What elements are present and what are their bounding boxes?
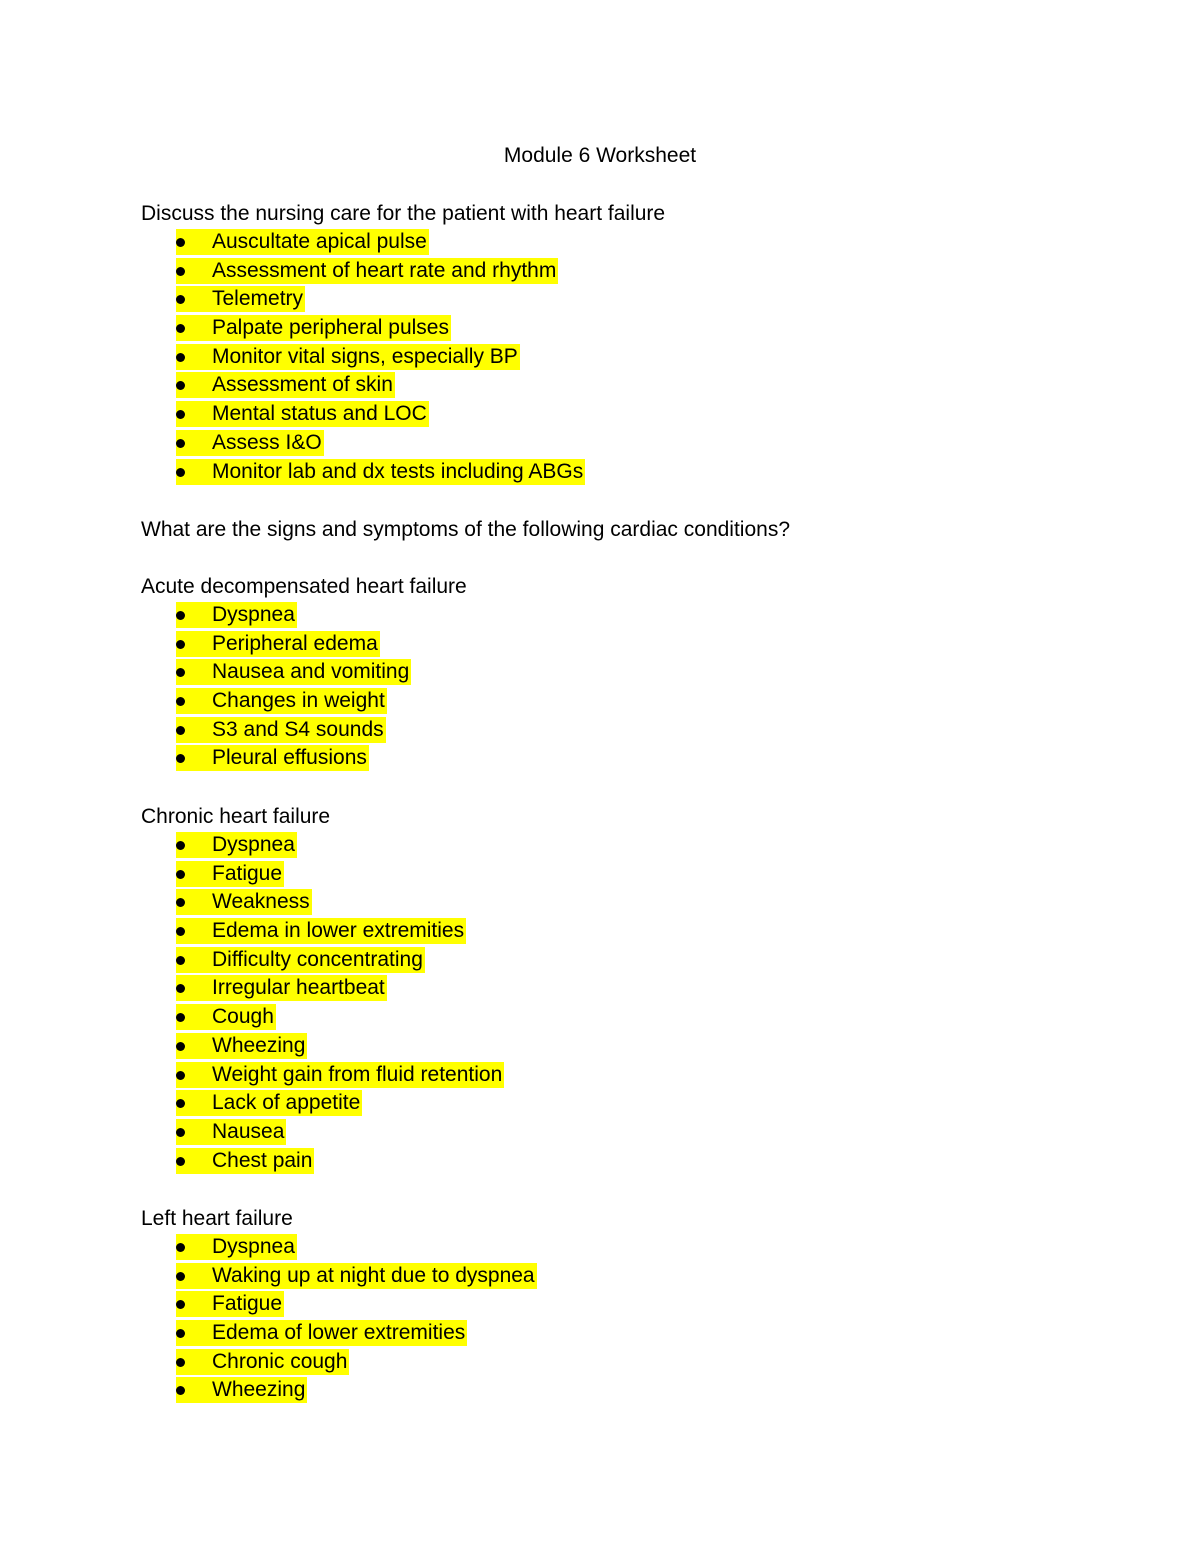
bullet-icon (176, 258, 212, 284)
bullet-icon (176, 889, 212, 915)
bullet-icon (176, 659, 212, 685)
bullet-icon (176, 1320, 212, 1346)
bullet-icon (176, 602, 212, 628)
bullet-icon (176, 1062, 212, 1088)
bullet-icon (176, 401, 212, 427)
bullet-icon (176, 947, 212, 973)
bullet-icon (176, 315, 212, 341)
bullet-icon (176, 459, 212, 485)
bullet-icon (176, 372, 212, 398)
left-hf-heading: Left heart failure (141, 1207, 293, 1230)
document-page: Module 6 Worksheet Discuss the nursing care for the patient with heart failure Auscultate apical pulse Assessment of heart rate and rhythm Telemetry Palpate peripheral pulses Monitor vital signs, especially BP Assessment of skin Mental status and LOC Assess I&O Monitor lab and dx tests including ABGs What are the signs and symptoms of the following cardiac conditions? Acute decompensated heart failure Dyspnea Peripheral edema Nausea and vomiting Changes in weight S3 and S4 sounds Pleural effusions Chronic heart failure Dyspnea Fatigue Weakness Edema in lower extremities Difficulty concentrating Irregular heartbeat Cough Wheezing Weight gain from fluid retention Lack of appetite Nausea Chest pain Left heart failure Dyspnea Waking up at night due to dyspnea Fatigue Edema of lower extremities Chronic cough Wheezing (0, 0, 1200, 1553)
bullet-icon (176, 1377, 212, 1403)
bullet-icon (176, 286, 212, 312)
bullet-icon (176, 861, 212, 887)
bullet-icon (176, 688, 212, 714)
nursing-care-heading: Discuss the nursing care for the patient with heart failure (141, 202, 666, 225)
bullet-icon (176, 229, 212, 255)
bullet-icon (176, 832, 212, 858)
bullet-icon (176, 1234, 212, 1260)
bullet-icon (176, 1033, 212, 1059)
chronic-hf-heading: Chronic heart failure (141, 805, 331, 828)
bullet-icon (176, 1291, 212, 1317)
signs-symptoms-question: What are the signs and symptoms of the following cardiac conditions? (141, 518, 791, 541)
bullet-icon (176, 717, 212, 743)
page-title: Module 6 Worksheet (503, 144, 697, 167)
bullet-icon (176, 1090, 212, 1116)
bullet-icon (176, 631, 212, 657)
acute-hf-heading: Acute decompensated heart failure (141, 575, 467, 598)
bullet-icon (176, 975, 212, 1001)
bullet-icon (176, 1004, 212, 1030)
bullet-icon (176, 745, 212, 771)
bullet-icon (176, 1263, 212, 1289)
bullet-icon (176, 1148, 212, 1174)
bullet-icon (176, 1349, 212, 1375)
bullet-icon (176, 1119, 212, 1145)
bullet-icon (176, 344, 212, 370)
bullet-icon (176, 430, 212, 456)
bullet-icon (176, 918, 212, 944)
